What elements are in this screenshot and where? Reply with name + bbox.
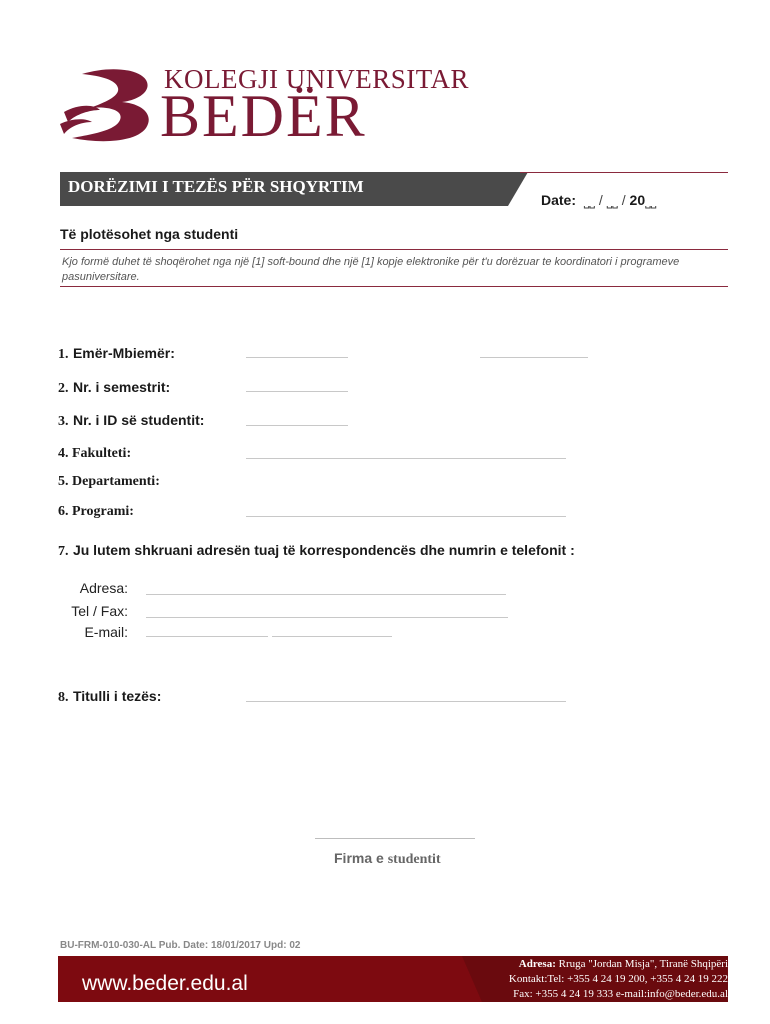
note-rule xyxy=(60,286,728,287)
date-year: 20 xyxy=(629,192,646,208)
field-semester-label: 2. Nr. i semestrit: xyxy=(58,379,171,396)
tel-fax-label: Tel / Fax: xyxy=(71,603,128,619)
field-department-label: 5. Departamenti: xyxy=(58,474,160,489)
tel-fax-input[interactable] xyxy=(146,617,508,618)
date-field[interactable]: Date: ⎵⎵ / ⎵⎵ / 20⎵⎵ xyxy=(541,192,657,208)
thesis-title-input[interactable] xyxy=(246,701,566,702)
student-id-input[interactable] xyxy=(246,425,348,426)
field-name-label: 1. Emër-Mbiemër: xyxy=(58,345,175,362)
name-input[interactable] xyxy=(246,357,348,358)
website-link[interactable]: www.beder.edu.al xyxy=(82,972,248,995)
section-title: Të plotësohet nga studenti xyxy=(60,226,239,242)
signature-line[interactable] xyxy=(315,838,475,839)
program-input[interactable] xyxy=(246,516,566,517)
date-separator: / xyxy=(598,192,603,208)
college-name-top: KOLEGJI UNIVERSITAR xyxy=(164,64,470,94)
logo-mark-icon xyxy=(60,64,160,144)
field-contact-label: 7. Ju lutem shkruani adresën tuaj të korrespondencës dhe numrin e telefonit : xyxy=(58,542,575,559)
title-rule xyxy=(520,172,728,173)
form-title: DORËZIMI I TEZËS PËR SHQYRTIM xyxy=(68,177,364,196)
address-label: Adresa: xyxy=(79,580,128,596)
section-rule xyxy=(60,249,728,250)
date-separator: / xyxy=(621,192,626,208)
faculty-input[interactable] xyxy=(246,458,566,459)
surname-input[interactable] xyxy=(480,357,588,358)
field-program-label: 6. Programi: xyxy=(58,504,134,519)
section-note: Kjo formë duhet të shoqërohet nga një [1] soft-bound dhe një [1] kopje elektronike për t'u dorëzuar te koordinatori i programeve pasuniversitare. xyxy=(62,256,680,283)
date-label: Date: xyxy=(541,192,577,208)
address-input[interactable] xyxy=(146,594,506,595)
field-thesis-title-label: 8. Titulli i tezës: xyxy=(58,688,162,705)
college-name-main: BEDËR xyxy=(160,83,367,149)
email-input-1[interactable] xyxy=(146,636,268,637)
signature-label: Firma e studentit xyxy=(334,850,441,867)
form-code: BU-FRM-010-030-AL Pub. Date: 18/01/2017 Upd: 02 xyxy=(60,940,301,951)
email-label: E-mail: xyxy=(84,624,128,640)
semester-input[interactable] xyxy=(246,391,348,392)
field-student-id-label: 3. Nr. i ID së studentit: xyxy=(58,412,205,429)
email-input-2[interactable] xyxy=(272,636,392,637)
field-faculty-label: 4. Fakulteti: xyxy=(58,446,132,461)
footer-contact: Adresa: Rruga "Jordan Misja", Tiranë Shqipëri Kontakt:Tel: +355 4 24 19 200, +355 4 24 19 222 Fax: +355 4 24 19 333 e-mail:info@beder.edu.al xyxy=(508,958,728,1000)
